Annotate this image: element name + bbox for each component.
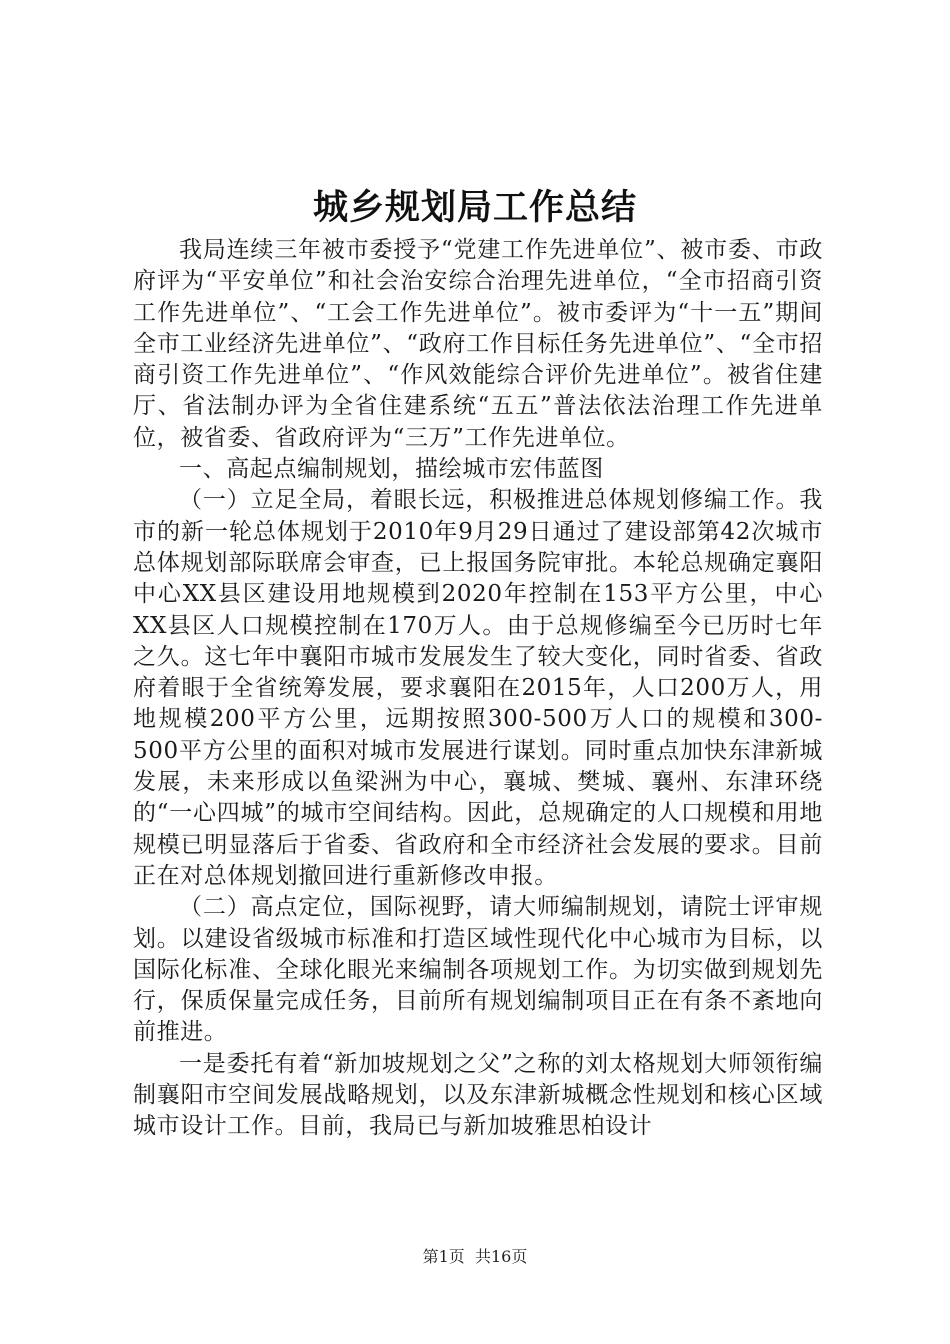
paragraph-strategy: 一是委托有着“新加坡规划之父”之称的刘太格规划大师领衔编制襄阳市空间发展战略规划，以及东津新城概念性规划和核心区域城市设计工作。目前，我局已与新加坡雅思柏设计 bbox=[133, 1050, 823, 1140]
paragraph-positioning: （二）高点定位，国际视野，请大师编制规划，请院士评审规划。以建设省级城市标准和打造区域性现代化中心城市为目标，以国际化标准、全球化眼光来编制各项规划工作。为切实做到规划先行，保质保量完成任务，目前所有规划编制项目正在有条不紊地向前推进。 bbox=[133, 894, 823, 1046]
document-title: 城乡规划局工作总结 bbox=[312, 188, 637, 228]
section-heading-1: 一、高起点编制规划，描绘城市宏伟蓝图 bbox=[179, 456, 604, 483]
page-total: 共16页 bbox=[474, 1247, 528, 1266]
document-body bbox=[133, 235, 823, 1143]
paragraph-master-plan: （一）立足全局，着眼长远，积极推进总体规划修编工作。我市的新一轮总体规划于2010年9月29日通过了建设部第42次城市总体规划部际联席会审查，已上报国务院审批。本轮总规确定襄阳中心XX县区建设用地规模到2020年控制在153平方公里，中心XX县区人口规模控制在170万人。由于总规修编至今已历时七年之久。这七年中襄阳市城市发展发生了较大变化，同时省委、省政府着眼于全省统筹发展，要求襄阳在2015年，人口200万人，用地规模200平方公里，远期按照300-500万人口的规模和300-500平方公里的面积对城市发展进行谋划。同时重点加快东津新城发展，未来形成以鱼梁洲为中心，襄城、樊城、襄州、东津环绕的“一心四城”的城市空间结构。因此，总规确定的人口规模和用地规模已明显落后于省委、省政府和全市经济社会发展的要求。目前正在对总体规划撤回进行重新修改申报。 bbox=[133, 487, 823, 889]
paragraph-honors: 我局连续三年被市委授予“党建工作先进单位”、被市委、市政府评为“平安单位”和社会治安综合治理先进单位，“全市招商引资工作先进单位”、“工会工作先进单位”。被市委评为“十一五”期间全市工业经济先进单位”、“政府工作目标任务先进单位”、“全市招商引资工作先进单位”、“作风效能综合评价先进单位”。被省住建厅、省法制办评为全省住建系统“五五”普法依法治理工作先进单位，被省委、省政府评为“三万”工作先进单位。 bbox=[133, 237, 823, 451]
page-number: 第1页 bbox=[422, 1247, 465, 1266]
page-footer bbox=[0, 1244, 950, 1267]
